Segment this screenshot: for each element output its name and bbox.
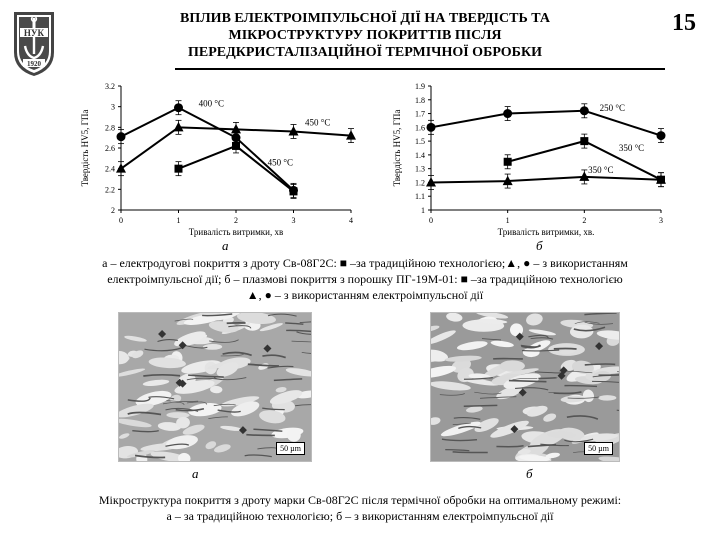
- series-temperature-label: 250 °C: [599, 102, 626, 113]
- title-divider: [175, 68, 665, 70]
- x-axis-title: Тривалість витримки, хв.: [497, 227, 595, 237]
- x-tick-label: 2: [234, 216, 238, 225]
- charts-caption-line-1: а – електродугові покриття з дроту Св-08Г2С: ■ –за традиційною технологією;▲, ● – з використанням: [102, 256, 628, 270]
- micrograph-a-letter: а: [192, 466, 199, 481]
- slide-number: 15: [672, 10, 696, 36]
- y-tick-label: 1.6: [415, 123, 425, 133]
- y-tick-label: 2.2: [105, 185, 115, 195]
- circle-marker: [580, 106, 589, 115]
- y-axis-title: Твердість HV5, ГПа: [392, 109, 402, 187]
- micrograph-b: [430, 312, 620, 462]
- grain-boundary: [246, 435, 275, 436]
- y-tick-label: 2.6: [105, 144, 115, 153]
- micrograph-caption: [40, 492, 680, 524]
- x-tick-label: 3: [291, 216, 296, 225]
- anchor-shield-logo-icon: [10, 8, 58, 78]
- micrograph-caption-line-2: а – за традиційною технологією; б – з використанням електроімпульсної дії: [166, 509, 554, 523]
- y-tick-label: 2.8: [105, 123, 115, 133]
- title-line-3: ПЕРЕДКРИСТАЛІЗАЦІЙНОЇ ТЕРМІЧНОЇ ОБРОБКИ: [188, 45, 542, 60]
- series-temperature-label: 350 °C: [618, 142, 645, 153]
- y-tick-label: 1.5: [415, 137, 425, 147]
- y-tick-label: 1.2: [415, 178, 425, 188]
- y-tick-label: 3: [111, 102, 115, 112]
- x-tick-label: 1: [176, 216, 181, 225]
- triangle-marker: [116, 163, 126, 173]
- series-temperature-label: 350 °C: [588, 164, 614, 175]
- x-tick-label: 2: [582, 216, 587, 225]
- micrograph-a-scale-bar: 50 µm: [276, 442, 305, 455]
- micrograph-caption-line-1: Мікроструктура покриття з дроту марки Св-08Г2С після термічної обробки на оптимальному режимі:: [98, 493, 622, 507]
- logo-year: 1920: [27, 60, 41, 68]
- series-temperature-label: 450 °C: [267, 157, 293, 168]
- hardness-chart-a: [76, 80, 366, 240]
- logo-text: НУК: [23, 28, 45, 38]
- y-axis-title: Твердість HV5, ГПа: [80, 109, 90, 187]
- grain-boundary: [585, 364, 615, 365]
- micrograph-a: [118, 312, 312, 462]
- page-title: [150, 10, 580, 61]
- y-tick-label: 3.2: [105, 82, 115, 91]
- charts-caption-line-2: електроімпульсної дії; б – плазмові покриття з порошку ПГ-19М-01: ■ –за традиційною технологією: [107, 272, 623, 286]
- chart-a-letter: а: [222, 238, 229, 253]
- grain-boundary: [464, 405, 498, 406]
- x-tick-label: 1: [505, 216, 510, 225]
- micrograph-a-texture: [119, 313, 311, 461]
- circle-marker: [117, 132, 126, 141]
- circle-marker: [503, 109, 512, 118]
- micrograph-b-scale-bar: 50 µm: [584, 442, 613, 455]
- hardness-chart-b: [386, 80, 676, 240]
- y-tick-label: 1: [421, 206, 425, 215]
- circle-marker: [427, 123, 436, 132]
- square-marker: [290, 187, 298, 195]
- x-tick-label: 4: [349, 216, 353, 225]
- y-tick-label: 1.9: [415, 82, 425, 91]
- square-marker: [232, 142, 240, 150]
- square-marker: [504, 158, 512, 166]
- square-marker: [175, 165, 183, 173]
- x-tick-label: 0: [119, 216, 123, 225]
- chart-b-letter: б: [536, 238, 543, 253]
- y-tick-label: 1.1: [415, 192, 425, 202]
- micrograph-b-texture: [431, 313, 619, 461]
- x-axis-title: Тривалість витримки, хв: [188, 227, 284, 237]
- charts-caption-line-3: ▲, ● – з використанням електроімпульсної дії: [246, 288, 484, 302]
- series-line-0: [431, 111, 661, 136]
- grain-boundary: [509, 381, 547, 382]
- x-tick-label: 3: [659, 216, 663, 225]
- y-tick-label: 2: [111, 206, 115, 215]
- title-line-2: МІКРОСТРУКТУРУ ПОКРИТТІВ ПІСЛЯ: [228, 28, 502, 43]
- x-tick-label: 0: [429, 216, 433, 225]
- grain-boundary: [453, 452, 488, 453]
- circle-marker: [657, 131, 666, 140]
- y-tick-label: 2.4: [105, 164, 115, 174]
- micrograph-b-letter: б: [526, 466, 533, 481]
- y-tick-label: 1.8: [415, 95, 425, 105]
- series-line-2: [431, 177, 661, 183]
- circle-marker: [174, 103, 183, 112]
- y-tick-label: 1.4: [415, 150, 425, 160]
- charts-caption: [45, 255, 685, 303]
- y-tick-label: 1.3: [415, 164, 425, 174]
- square-marker: [580, 137, 588, 145]
- title-line-1: ВПЛИВ ЕЛЕКТРОІМПУЛЬСНОЇ ДІЇ НА ТВЕРДІСТЬ ТА: [180, 11, 550, 26]
- series-temperature-label: 400 °C: [198, 98, 224, 109]
- series-temperature-label: 450 °C: [305, 117, 331, 128]
- y-tick-label: 1.7: [415, 109, 425, 119]
